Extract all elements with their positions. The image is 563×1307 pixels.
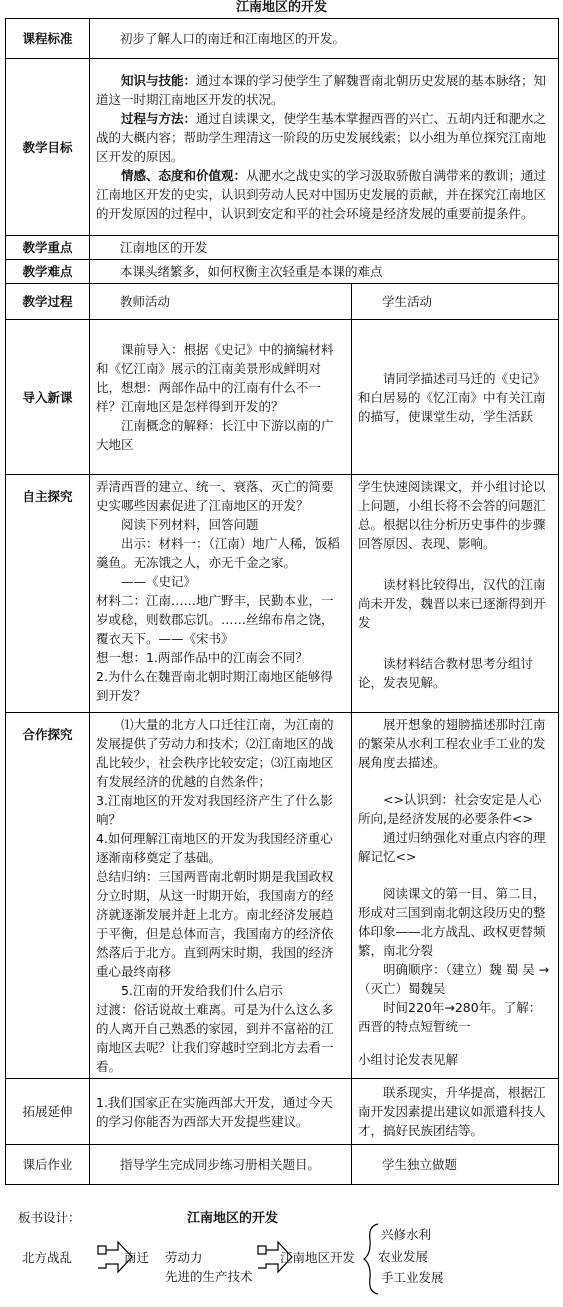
coop-student-para: 时间220年→280年。了解：西晋的特点短暂统一	[358, 1000, 542, 1034]
lesson-plan-table	[5, 18, 559, 1185]
label-teaching-difficulty: 教学难点	[6, 260, 90, 284]
label-teaching-focus: 教学重点	[6, 236, 90, 260]
label-teaching-process: 教学过程	[6, 284, 90, 320]
self-teacher-para: 弄清西晋的建立、统一、衰落、灭亡的简要史实哪些因素促进了江南地区的开发？	[96, 479, 334, 513]
intro-teacher	[90, 320, 352, 475]
goal-knowledge-head: 知识与技能：	[121, 73, 197, 88]
self-teacher-para: 材料二：江南……地广野丰，民勤本业，一岁或稔，则数郡忘饥。……丝绵布帛之饶，覆衣天下。——《宋书》	[96, 593, 334, 646]
coop-teacher-para: 总结归纳：三国两晋南北朝时期是我国政权分立时期，从这一时期开始，我国南方的经济就逐渐发展并赶上北方。南北经济发展趋于平衡，但是总体而言，我国南方的经济依然落后于北方。直到两宋时期，我国的经济重心最终南移	[96, 869, 334, 979]
row-extend	[6, 1079, 559, 1145]
coop-teacher-para: 4.如何理解江南地区的开发为我国经济重心逐渐南移奠定了基础。	[96, 831, 333, 865]
row-homework	[6, 1145, 559, 1185]
row-teaching-process	[6, 284, 559, 320]
label-self-explore: 自主探究	[6, 475, 90, 713]
row-teaching-difficulty	[6, 260, 559, 284]
board-agri: 农业发展	[378, 1249, 429, 1264]
row-self-explore	[6, 475, 559, 713]
header-student-activity: 学生活动	[352, 284, 559, 320]
self-explore-teacher	[90, 475, 352, 713]
self-student-para: 读材料结合教材思考分组讨论，发表见解。	[358, 656, 534, 690]
label-homework: 课后作业	[6, 1145, 90, 1185]
board-craft: 手工业发展	[381, 1270, 444, 1285]
homework-teacher: 指导学生完成同步练习册相关题目。	[90, 1145, 352, 1185]
coop-teacher-para: 过渡：俗话说故土难离。可是为什么这么多的人离开自己熟悉的家园，到并不富裕的江南地区去呢？让我们穿越时空到北方去看一看。	[96, 1002, 334, 1074]
board-migrate: 南迁	[124, 1250, 150, 1265]
row-intro	[6, 320, 559, 475]
board-water: 兴修水利	[381, 1227, 432, 1242]
label-extend: 拓展延伸	[6, 1079, 90, 1145]
label-intro: 导入新课	[6, 320, 90, 475]
intro-student-para: 请同学描述司马迁的《史记》和白居易的《忆江南》中有关江南的描写，使课堂生动，学生活跃	[358, 370, 546, 424]
self-teacher-para: 2.为什么在魏晋南北朝时期江南地区能够得到开发？	[96, 669, 333, 703]
label-teaching-goals: 教学目标	[6, 59, 90, 236]
goal-emotion-head: 情感、态度和价值观：	[121, 168, 247, 183]
header-teacher-activity: 教师活动	[90, 284, 352, 320]
coop-explore-teacher	[90, 713, 352, 1079]
board-labor: 劳动力	[165, 1250, 203, 1265]
intro-teacher-para: 课前导入：根据《史记》中的摘编材料和《忆江南》展示的江南美景形成鲜明对比，想想：两部作品中的江南有什么不一样？江南地区是怎样得到开发的？	[96, 342, 334, 414]
coop-teacher-para: 3.江南地区的开发对我国经济产生了什么影响？	[96, 793, 333, 827]
row-teaching-goals	[6, 59, 559, 236]
goal-process-text: 通过自读课文，使学生基本掌握西晋的兴亡、五胡内迁和淝水之战的大概内容；帮助学生理清这一阶段的历史发展线索；以小组为单位探究江南地区开发的原因。	[96, 111, 547, 164]
row-teaching-focus	[6, 236, 559, 260]
goal-emotion-text: 从淝水之战史实的学习汲取骄傲自满带来的教训；通过江南地区开发的史实，认识到劳动人民对中国历史发展的贡献，并在探究江南地区的开发原因的过程中，认识到安定和平的社会环境是经济发展的重要前提条件。	[96, 168, 547, 221]
intro-teacher-para: 江南概念的解释：长江中下游以南的广大地区	[96, 418, 334, 452]
label-course-standard: 课程标准	[6, 19, 90, 59]
coop-explore-student	[352, 713, 559, 1079]
coop-student-para: 小组讨论发表见解	[358, 1052, 459, 1067]
coop-student-para: 通过归纳强化对重点内容的理解记忆<>	[358, 830, 546, 864]
self-teacher-para: 出示：材料一：（江南）地广人稀，饭稻羹鱼。无冻饿之人，亦无千金之家。	[96, 536, 340, 570]
extend-teacher-para: 1.我们国家正在实施西部大开发，通过今天的学习你能否为西部大开发提些建议。	[96, 1094, 333, 1129]
extend-teacher	[90, 1079, 352, 1145]
label-coop-explore: 合作探究	[6, 713, 90, 1079]
self-student-para: 学生快速阅读课文，并小组讨论以上问题，小组长将不会答的问题汇总。根据以往分析历史事件的步骤回答原因、表现、影响。	[358, 479, 546, 551]
homework-student: 学生独立做题	[352, 1145, 559, 1185]
goal-knowledge-text: 通过本课的学习使学生了解魏晋南北朝历史发展的基本脉络；知道这一时期江南地区开发的状况。	[96, 73, 547, 107]
board-title: 江南地区的开发	[187, 1211, 279, 1226]
course-standard-text: 初步了解人口的南迁和江南地区的开发。	[90, 19, 559, 59]
coop-student-para: 明确顺序：（建立）魏 蜀 吴 →（灭亡）蜀魏吴	[358, 962, 550, 996]
teaching-difficulty-text: 本课头绪繁多，如何权衡主次轻重是本课的难点	[90, 260, 559, 284]
row-course-standard	[6, 19, 559, 59]
coop-student-para: <>认识到：社会安定是人心所向,是经济发展的必要条件<>	[358, 792, 542, 826]
coop-teacher-para: ⑴大量的北方人口迁往江南，为江南的发展提供了劳动力和技术；⑵江南地区的战乱比较少，社会秩序比较安定；⑶江南地区有发展经济的优越的自然条件；	[96, 717, 334, 789]
board-tech: 先进的生产技术	[165, 1269, 253, 1284]
page-title: 江南地区的开发	[235, 0, 327, 15]
self-teacher-para: 想一想：1.两部作品中的江南会不同？	[96, 650, 308, 665]
goal-process-head: 过程与方法：	[121, 111, 197, 126]
teaching-focus-text: 江南地区的开发	[90, 236, 559, 260]
extend-student	[352, 1079, 559, 1145]
board-develop: 江南地区开发	[280, 1250, 356, 1265]
intro-student	[352, 320, 559, 475]
self-explore-student	[352, 475, 559, 713]
coop-student-para: 阅读课文的第一目、第二目，形成对三国到南北朝这段历史的整体印象——北方战乱、政权更替频繁，南北分裂	[358, 886, 546, 958]
coop-teacher-para: 5.江南的开发给我们什么启示	[121, 983, 283, 998]
coop-student-para: 展开想象的翅膀描述那时江南的繁荣从水利工程农业手工业的发展角度去描述。	[358, 717, 546, 770]
board-label: 板书设计：	[18, 1210, 81, 1225]
extend-student-para: 联系现实，升华提高，根据江南开发因素提出建议如派遣科技人才，搞好民族团结等。	[358, 1085, 546, 1138]
teaching-goals-content	[90, 59, 559, 236]
board-north-war: 北方战乱	[22, 1250, 73, 1265]
self-teacher-para: ——《史记》	[121, 574, 197, 589]
board-design	[0, 1198, 563, 1307]
self-student-para: 读材料比较得出，汉代的江南尚未开发，魏晋以来已逐渐得到开发	[358, 577, 546, 630]
self-teacher-para: 阅读下列材料，回答问题	[121, 517, 259, 532]
row-coop-explore	[6, 713, 559, 1079]
